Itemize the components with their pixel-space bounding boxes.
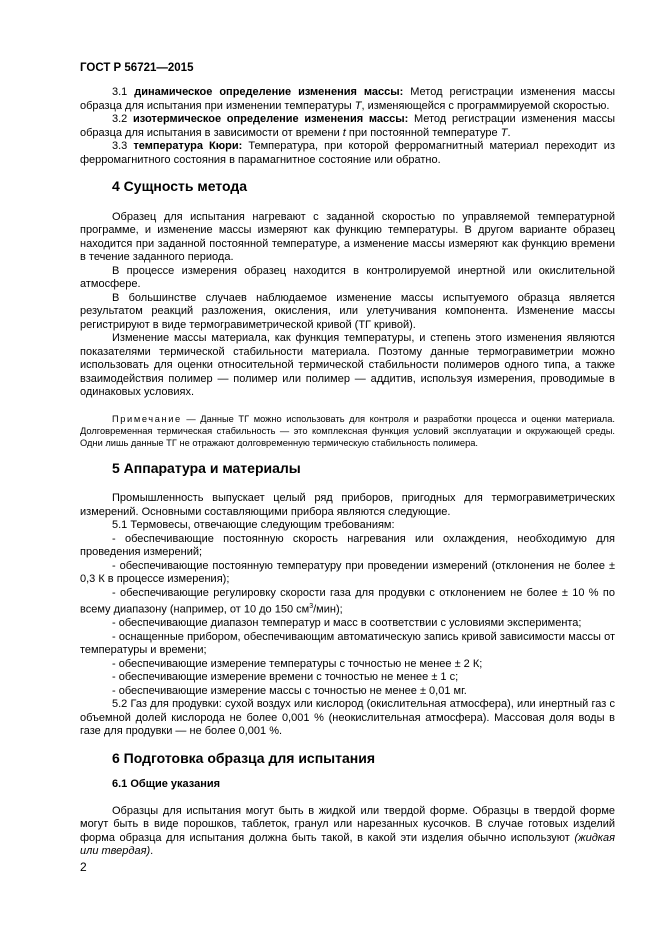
list-item: - обеспечивающие постоянную температуру при проведении измерений (отклонения не более ± 0,3 К в процессе измерения);: [80, 559, 615, 585]
section-5-title: 5 Аппаратура и материалы: [112, 459, 301, 476]
list-item: - обеспечивающие измерение времени с точностью не менее ± 1 с;: [112, 671, 459, 684]
paragraph: Изменение массы материала, как функция температуры, и степень этого изменения являются показателями термической стабильности материала. Поэтому данные термогравиметрии можно использовать для оценки относительной термической стабильности полимеров одного типа, а также взаимодействия полимер — полимер или полимер — аддитив, используя измерения, проводимые в одинаковых условиях.: [80, 332, 615, 398]
note-label: Примечание: [112, 413, 182, 424]
term: динамическое определение изменения массы:: [134, 86, 404, 98]
definition-3-2: 3.2 изотермическое определение изменения массы: Метод регистрации изменения массы образца для испытания в зависимости от времени t при постоянной температуре T.: [80, 113, 615, 139]
definition-3-3: 3.3 температура Кюри: Температура, при которой ферромагнитный материал переходит из ферромагнитного состояния в парамагнитное состояние или обратно.: [80, 140, 615, 166]
paragraph: 5.1 Термовесы, отвечающие следующим требованиям:: [112, 519, 395, 531]
list-item: - обеспечивающие регулировку скорости газа для продувки с отклонением не более ± 10 % по всему диапазону (например, от 10 до 150 $см^3/мин$);: [80, 586, 615, 616]
paragraph: В большинстве случаев наблюдаемое изменение массы испытуемого образца является результатом реакций разложения, окисления, или улетучивания компонента. Изменение массы регистрируют в виде термогравиметрической кривой (ТГ кривой).: [80, 291, 615, 331]
list-item: - обеспечивающие измерение массы с точностью не менее ± 0,01 мг.: [112, 684, 467, 697]
subsection-6-1-title: 6.1 Общие указания: [112, 778, 221, 791]
term: изотермическое определение изменения массы:: [133, 113, 409, 125]
document-body: [80, 86, 615, 859]
list-item: - обеспечивающие постоянную скорость нагревания или охлаждения, необходимую для проведения измерений;: [80, 532, 615, 558]
paragraph: В процессе измерения образец находится в контролируемой инертной или окислительной атмосфере.: [80, 264, 615, 290]
list-item: - обеспечивающие измерение температуры с точностью не менее ± 2 К;: [112, 657, 483, 670]
term: температура Кюри:: [133, 140, 243, 152]
section-4-title: 4 Сущность метода: [112, 178, 248, 194]
definition-3-1: 3.1 динамическое определение изменения массы: Метод регистрации изменения массы образца для испытания при изменении температуры T, изменяющейся с программируемой скоростью.: [80, 86, 616, 112]
list-item: - обеспечивающие диапазон температур и масс в соответствии с условиями эксперимента;: [112, 617, 582, 630]
list-item: - оснащенные прибором, обеспечивающим автоматическую запись кривой зависимости массы от температуры и времени;: [80, 630, 615, 657]
note: Примечание — Данные ТГ можно использовать для контроля и разработки процесса и оценки материала. Долговременная термическая стабильность — это комплексная функция условий эксплуатации и окружающей среды. Одни лишь данные ТГ не отражают долговременную термическую стабильность полимера.: [80, 413, 615, 448]
paragraph: Промышленность выпускает целый ряд приборов, пригодных для термогравиметрических измерений. Основными составляющими прибора являются следующие.: [80, 492, 615, 518]
section-6-title: 6 Подготовка образца для испытания: [112, 749, 375, 766]
paragraph: Образцы для испытания могут быть в жидкой или твердой форме. Образцы в твердой форме могут быть в виде порошков, таблеток, гранул или нарезанных кусочков. В случае готовых изделий форма образца для испытания должна быть такой, в какой эти изделия обычно используют (жидкая или твердая).: [80, 804, 615, 858]
page-number: 2: [80, 860, 87, 874]
document-header: ГОСТ Р 56721—2015: [80, 62, 194, 74]
paragraph: Образец для испытания нагревают с заданной скоростью по управляемой температурной программе, и изменение массы измеряют как функцию температуры. В другом варианте образец находится при заданной постоянной температуре, а изменение массы измеряют как функцию времени в течение заданного периода.: [80, 210, 615, 263]
paragraph: 5.2 Газ для продувки: сухой воздух или кислород (окислительная атмосфера), или инертный газ с объемной долей кислорода не более 0,001 % (неокислительная атмосфера). Массовая доля воды в газе для продувки — не более 0,001 %.: [80, 698, 615, 738]
